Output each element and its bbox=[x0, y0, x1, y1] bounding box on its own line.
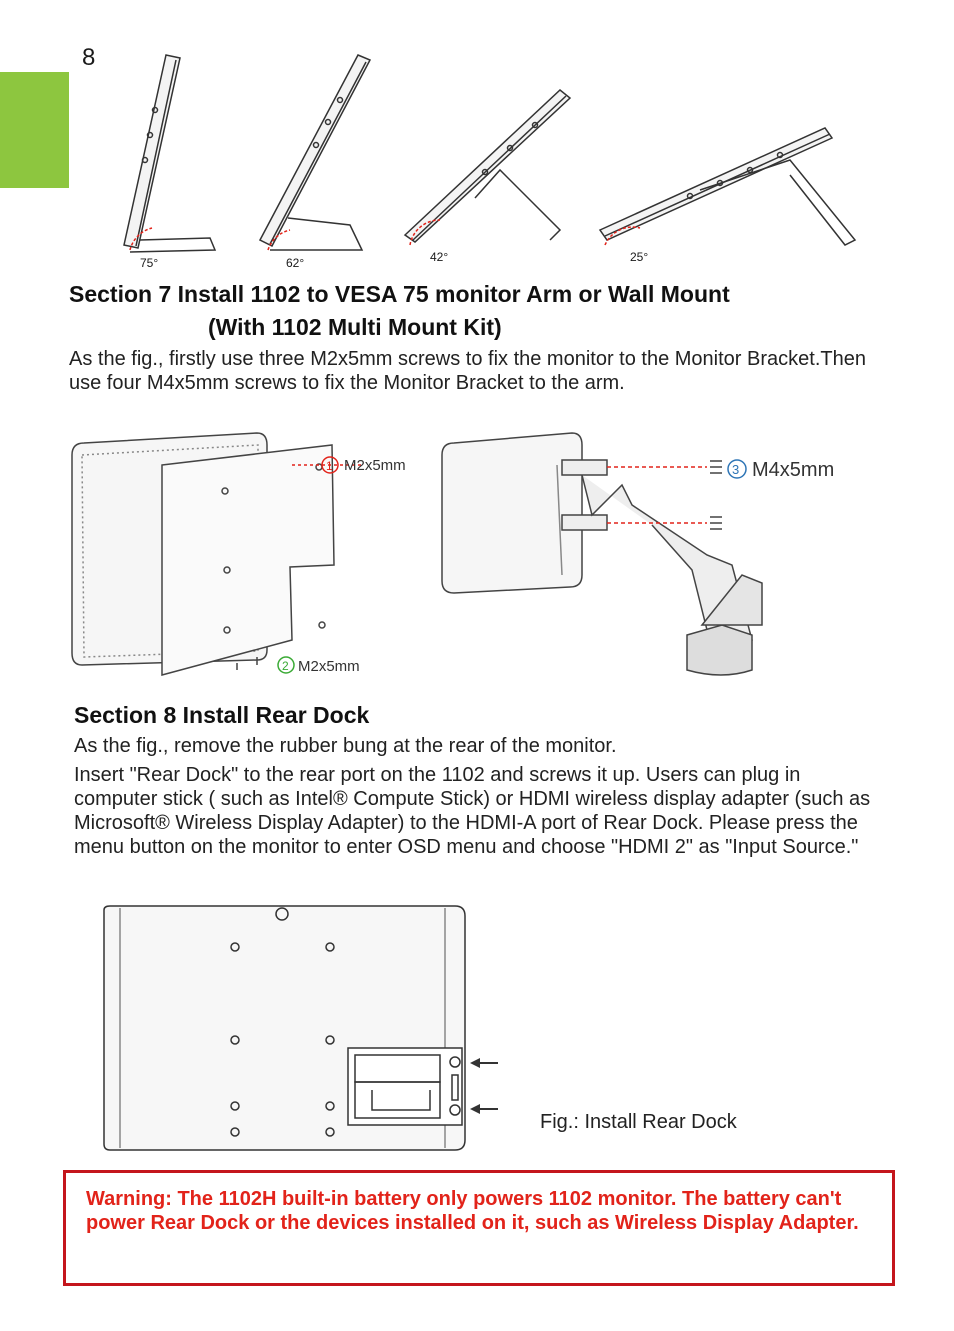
section8-para1: As the fig., remove the rubber bung at the rear of the monitor. bbox=[74, 735, 617, 757]
figure-caption: Fig.: Install Rear Dock bbox=[540, 1111, 737, 1133]
bracket-figure bbox=[62, 425, 872, 680]
tilt-angle-figure bbox=[100, 50, 870, 275]
stand-25-diagram bbox=[600, 128, 855, 245]
angle-label: 25° bbox=[630, 250, 649, 264]
screw-label-m2-top: M2x5mm bbox=[344, 457, 406, 474]
callout-3-number: 3 bbox=[732, 462, 740, 477]
angle-label: 62° bbox=[286, 256, 305, 270]
section8-para2: Insert "Rear Dock" to the rear port on the 1102 and screws it up. Users can plug in computer stick ( such as Intel® Compute Stick) or HDMI wireless display adapter (such as Microsoft® Wireless Display Adapter) to the HDMI-A port of Rear Dock. Please press the menu button on the monitor to enter OSD menu and choose "HDMI 2" as "Input Source." bbox=[74, 764, 871, 858]
callout-2-number: 2 bbox=[282, 659, 289, 673]
section7-title-line1: Section 7 Install 1102 to VESA 75 monitor Arm or Wall Mount bbox=[69, 281, 730, 307]
section7-title-line2: (With 1102 Multi Mount Kit) bbox=[208, 314, 502, 340]
screw-label-m4: M4x5mm bbox=[752, 459, 835, 481]
chapter-tab bbox=[0, 72, 69, 188]
stand-62-diagram bbox=[260, 55, 370, 250]
page-number: 8 bbox=[82, 44, 96, 71]
stand-42-diagram bbox=[405, 90, 570, 245]
warning-text: Warning: The 1102H built-in battery only powers 1102 monitor. The battery can't power Rear Dock or the devices installed on it, such as Wireless Display Adapter. bbox=[86, 1188, 859, 1234]
angle-label: 42° bbox=[430, 250, 449, 264]
section8-body bbox=[74, 734, 874, 859]
section8-title: Section 8 Install Rear Dock bbox=[74, 702, 370, 728]
rear-dock-figure bbox=[100, 900, 510, 1155]
angle-label: 75° bbox=[140, 256, 159, 270]
stand-75-diagram bbox=[124, 55, 215, 252]
warning-box bbox=[63, 1170, 895, 1286]
section7-body: As the fig., firstly use three M2x5mm screws to fix the monitor to the Monitor Bracket.Then use four M4x5mm screws to fix the Monitor Bracket to the arm. bbox=[69, 348, 866, 394]
callout-1-number: 1 bbox=[326, 459, 333, 473]
screw-label-m2-bottom: M2x5mm bbox=[298, 658, 360, 675]
